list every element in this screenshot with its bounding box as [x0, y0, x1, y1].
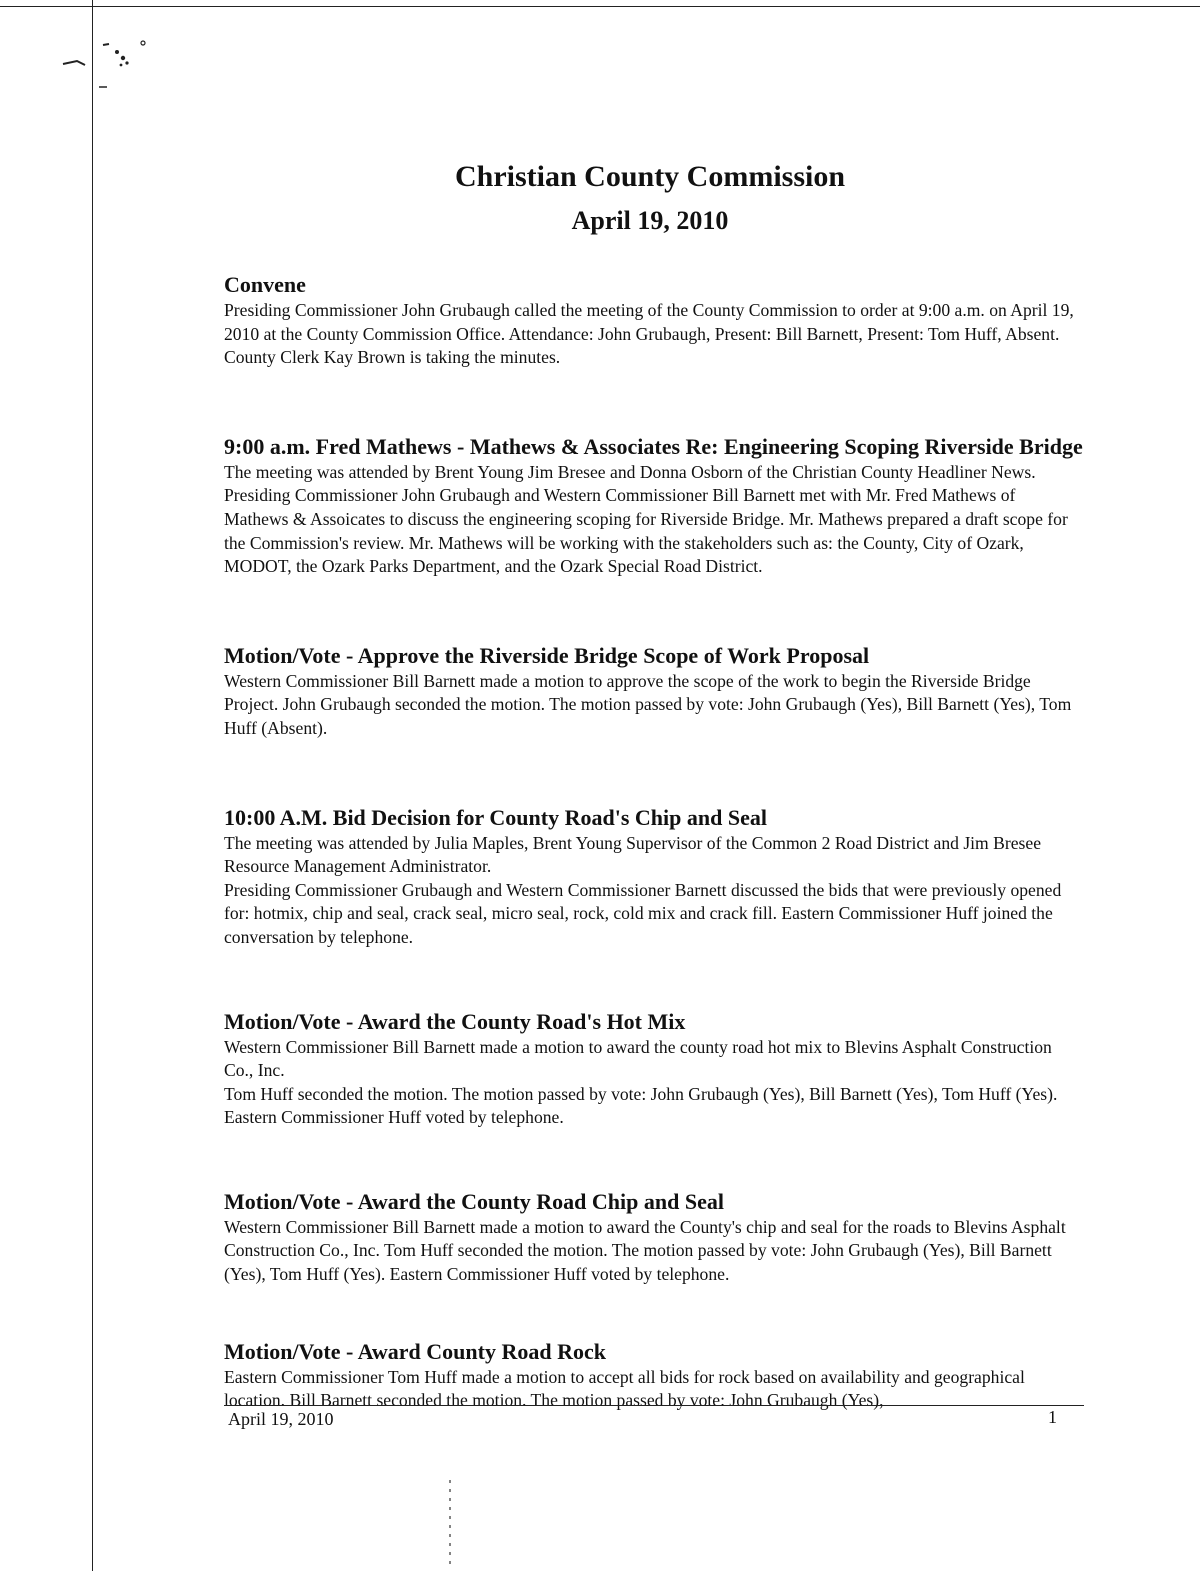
paragraph: Eastern Commissioner Tom Huff made a motion to accept all bids for rock based on availability and geographical location. Bill Barnett seconded the motion. The motion passed by vote: John Grubaugh (Yes), — [224, 1366, 1025, 1411]
document-title: Christian County Commission — [454, 160, 846, 193]
scan-noise-marks — [55, 35, 165, 95]
footer-date: April 19, 2010 — [228, 1409, 334, 1429]
scan-border-top — [0, 6, 1200, 7]
section-heading: 9:00 a.m. Fred Mathews - Mathews & Associates Re: Engineering Scoping Riverside Bridge — [224, 433, 1083, 459]
scan-fold-mark — [448, 1480, 452, 1570]
paragraph: The meeting was attended by Julia Maples, Brent Young Supervisor of the Common 2 Road District and Jim Bresee Resource Management Administrator. — [224, 832, 1042, 877]
paragraph: Presiding Commissioner John Grubaugh called the meeting of the County Commission to order at 9:00 a.m. on April 19, 2010 at the County Commission Office. Attendance: John Grubaugh, Present: Bill Barnett, Present: Tom Huff, Absent. County Clerk Kay Brown is taking the minutes. — [224, 300, 1074, 368]
section-heading: Convene — [224, 272, 306, 297]
paragraph: Tom Huff seconded the motion. The motion passed by vote: John Grubaugh (Yes), Bill Barnett (Yes), Tom Huff (Yes). Eastern Commissioner Huff voted by telephone. — [224, 1083, 1058, 1128]
section-heading: 10:00 A.M. Bid Decision for County Road's Chip and Seal — [224, 804, 767, 830]
section-motion-hot-mix — [224, 1007, 1084, 1130]
section-heading: Motion/Vote - Award County Road Rock — [224, 1338, 606, 1364]
section-body — [224, 299, 1084, 370]
paragraph: Western Commissioner Bill Barnett made a motion to award the county road hot mix to Blevins Asphalt Construction Co., Inc. — [224, 1036, 1052, 1081]
section-body — [224, 1036, 1084, 1130]
minutes-body — [224, 270, 1084, 1413]
section-mathews-riverside-bridge — [224, 432, 1084, 579]
section-motion-chip-seal — [224, 1187, 1084, 1287]
document-header — [0, 155, 1200, 243]
section-body — [224, 832, 1084, 950]
section-heading: Motion/Vote - Approve the Riverside Bridge Scope of Work Proposal — [224, 642, 870, 668]
page-number: 1 — [1048, 1407, 1057, 1427]
paragraph: The meeting was attended by Brent Young Jim Bresee and Donna Osborn of the Christian County Headliner News. — [224, 461, 1036, 482]
section-body — [224, 1216, 1084, 1287]
footer-divider — [224, 1405, 1084, 1406]
section-motion-road-rock — [224, 1337, 1084, 1413]
paragraph: Presiding Commissioner Grubaugh and Western Commissioner Barnett discussed the bids that were previously opened for: hotmix, chip and seal, crack seal, micro seal, rock, cold mix and crack fill. Eastern Commissioner Huff joined the conversation by telephone. — [224, 879, 1062, 947]
section-heading: Motion/Vote - Award the County Road Chip and Seal — [224, 1188, 724, 1214]
section-motion-riverside-scope — [224, 641, 1084, 741]
section-body — [224, 461, 1084, 579]
paragraph: Western Commissioner Bill Barnett made a motion to award the County's chip and seal for the roads to Blevins Asphalt Construction Co., Inc. Tom Huff seconded the motion. The motion passed by vote: John Grubaugh (Yes), Bill Barnett (Yes), Tom Huff (Yes). Eastern Commissioner Huff voted by telephone. — [224, 1216, 1066, 1285]
section-convene — [224, 270, 1084, 370]
paragraph: Presiding Commissioner John Grubaugh and Western Commissioner Bill Barnett met with Mr. Fred Mathews of Mathews & Assoicates to discuss the engineering scoping for Riverside Bridge. Mr. Mathews prepared a draft scope for the Commission's review. Mr. Mathews will be working with the stakeholders such as: the County, City of Ozark, MODOT, the Ozark Parks Department, and the Ozark Special Road District. — [224, 485, 1068, 577]
paragraph: Western Commissioner Bill Barnett made a motion to approve the scope of the work to begin the Riverside Bridge Project. John Grubaugh seconded the motion. The motion passed by vote: John Grubaugh (Yes), Bill Barnett (Yes), Tom Huff (Absent). — [224, 670, 1072, 738]
section-body — [224, 670, 1084, 741]
section-bid-decision — [224, 803, 1084, 950]
document-date: April 19, 2010 — [571, 206, 729, 235]
section-heading: Motion/Vote - Award the County Road's Hot Mix — [224, 1008, 686, 1034]
